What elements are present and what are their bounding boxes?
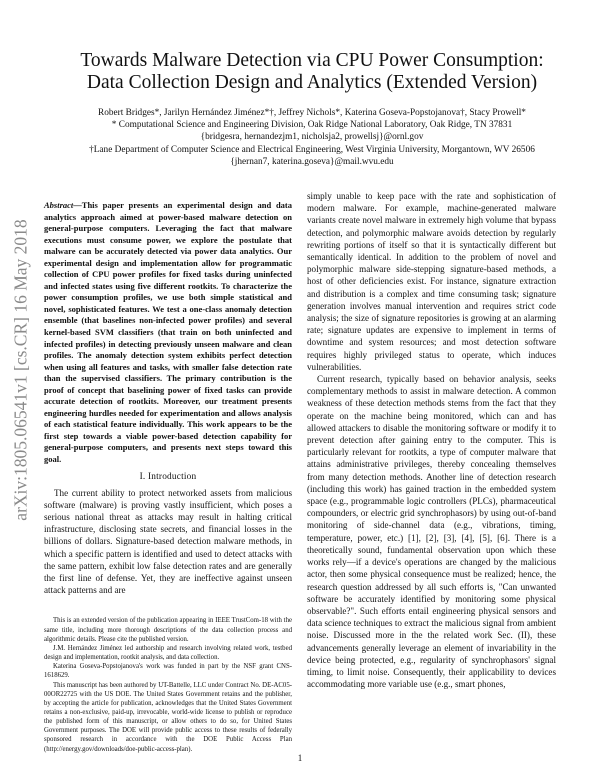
title-line-2: Data Collection Design and Analytics (Extended Version) — [86, 72, 538, 93]
paper-title — [40, 50, 584, 94]
title-line-1: Towards Malware Detection via CPU Power Consumption: — [80, 50, 544, 71]
arxiv-identifier: arXiv:1805.06541v1 [cs.CR] 16 May 2018 — [10, 219, 31, 521]
abstract-label: Abstract — [44, 200, 74, 210]
affiliation-ornl: * Computational Science and Engineering Division, Oak Ridge National Laboratory, Oak Ridge, TN 37831 — [111, 120, 513, 131]
right-column — [307, 190, 556, 690]
author-list: Robert Bridges*, Jarilyn Hernández Jiménez*†, Jeffrey Nichols*, Katerina Goseva-Popstojanova†, Stacy Prowell* — [98, 108, 526, 118]
footnotes — [44, 616, 292, 753]
affiliation-wvu: †Lane Department of Computer Science and Electrical Engineering, West Virginia University, Morgantown, WV 26506 — [89, 144, 535, 155]
footnote-copyright: This manuscript has been authored by UT-Battelle, LLC under Contract No. DE-AC05-00OR22725 with the US DOE. The United States Government retains and the publisher, by accepting the article for publication, acknowledges that the United States Government retains a non-exclusive, paid-up, irrevocable, world-wide license to publish or reproduce the published form of this manuscript, or allow others to do so, for United States Government purposes. The DOE will provide public access to these results of federally sponsored research in accordance with the DOE Public Access Plan (http://energy.gov/downloads/doe-public-access-plan). — [44, 681, 292, 753]
abstract-text: —This paper presents an experimental design and data analytics approach aimed at power-based malware detection on general-purpose computers. Leveraging the fact that malware executions must consume power, we explore the postulate that malware can be accurately detected via power data analytics. Our experimental design and implementation allow for programmatic collection of CPU power profiles for fixed tasks during uninfected and infected states using five different rootkits. To characterize the power consumption profiles, we use both simple statistical and novel, sophisticated features. We test a one-class anomaly detection ensemble (that baselines non-infected power profiles) and several kernel-based SVM classifiers (that train on both uninfected and infected profiles) in detecting previously unseen malware and clean profiles. The anomaly detection system exhibits perfect detection when using all features and tasks, with smaller false detection rate than the supervised classifiers. The primary contribution is the proof of concept that baselining power of fixed tasks can provide accurate detection of rootkits. Moreover, our treatment presents engineering hurdles needed for experimentation and allows analysis of each statistical feature individually. This work appears to be the first step towards a viable power-based detection capability for general-purpose computers, and presents next steps toward this goal. — [44, 200, 292, 465]
emails-wvu: {jhernan7, katerina.goseva}@mail.wvu.edu — [230, 156, 394, 167]
author-block — [40, 107, 584, 168]
emails-ornl: {bridgesra, hernandezjm1, nicholsja2, prowellsj}@ornl.gov — [200, 132, 424, 143]
left-column — [44, 200, 292, 754]
right-paragraph-2: Current research, typically based on behavior analysis, seeks complementary methods to assist in malware detection. A common weakness of these detection methods stems from the fact that they operate on the machine being monitored, which can and has allowed attackers to disable the monitoring software or modify it to prevent detection after gaining entry to the computer. This is particularly relevant for rootkits, a type of computer malware that attains administrative privileges, thereby concealing themselves from many detection methods. Another line of detection research (including this work) has gained traction in the embedded system space (e.g., programmable logic controllers (PLCs), pharmaceutical compounders, or electric grid synchrophasors) by using out-of-band monitoring of side-channel data (e.g., vibrations, timing, temperature, power, etc.) [1], [2], [3], [4], [5], [6]. There is a theoretically sound, fundamental observation upon which these works rely—if a device's operations are changed by the malicious actor, then some physical consequence must be realized; hence, the research question addressed by all such efforts is, "Can unwanted software be accurately identified by monitoring some physical observable?". Such efforts entail engineering physical sensors and data science techniques to extract the malicious signal from ambient noise. Discussed more in the the related work Sec. (II), these advancements generally leverage an element of invariability in the device being protected, e.g., regularity of synchrophasors' signal timing, to limit noise. Consequently, their applicability to devices accommodating more variable use (e.g., smart phones, — [307, 374, 556, 690]
footnote-extended-version: This is an extended version of the publication appearing in IEEE TrustCom-18 with the same title, including more thorough descriptions of the data collection process and algorithmic details. Please cite the published version. — [44, 617, 292, 643]
footnote-funding: Katerina Goseva-Popstojanova's work was funded in part by the NSF grant CNS-1618629. — [44, 663, 292, 680]
right-paragraph-1: simply unable to keep pace with the rate and sophistication of modern malware. For example, machine-generated malware variants create novel malware in extremely high volume that bypass detection, and polymorphic malware avoids detection by regularly rewriting portions of itself so that it is syntactically different but semantically identical. In addition to the problem of novel and polymorphic malware side-stepping signature-based methods, a host of other deficiencies exist. For instance, signature extraction and distribution is a complex and time consuming task; signature generation involves manual intervention and requires strict code analysis; the size of signature repositories is growing at an alarming rate; signature updates are expensive to implement in terms of downtime and system resources; and most detection software requires highly privileged status to operate, which induces vulnerabilities. — [307, 191, 556, 372]
abstract — [44, 200, 292, 466]
section-heading-introduction: I. Introduction — [139, 471, 197, 482]
footnote-authorship: J.M. Hernández Jiménez led authorship and research involving related work, testbed design and implementation, rootkit analysis, and data collection. — [44, 644, 292, 662]
arxiv-sidebar-stamp — [4, 150, 38, 590]
intro-paragraph-1: The current ability to protect networked assets from malicious software (malware) is proving vastly insufficient, which poses a serious national threat as attacks may result in halting critical infrastructure, disclosing state secrets, and financial losses in the billions of dollars. Signature-based detection malware methods, in which a specific pattern is identified and used to detect attacks with the same pattern, exhibit low false detection rates and are generally the first line of defense. Yet, they are ineffective against unseen attack patterns and are — [44, 487, 292, 596]
page-number: 1 — [297, 753, 303, 763]
